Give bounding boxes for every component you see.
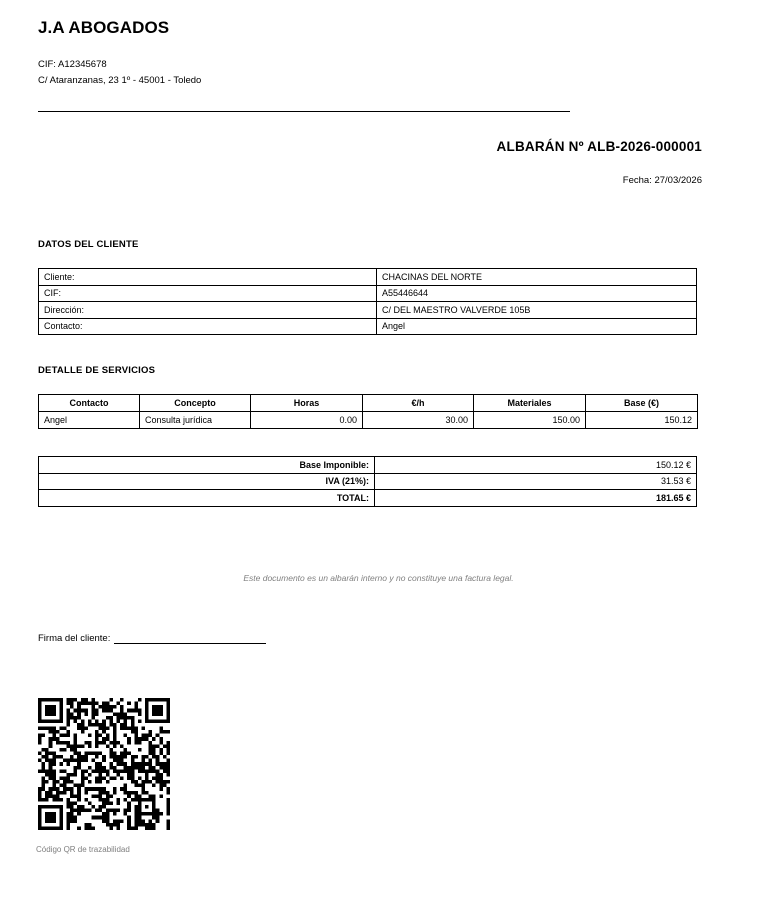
cell-horas: 0.00 xyxy=(251,412,363,429)
base-imponible-value: 150.12 € xyxy=(375,457,697,474)
client-field-value: A55446644 xyxy=(377,285,697,302)
column-header-concepto: Concepto xyxy=(140,395,251,412)
table-row xyxy=(39,412,698,429)
iva-label: IVA (21%): xyxy=(39,473,375,490)
table-row xyxy=(39,473,697,490)
signature-line xyxy=(114,632,266,644)
column-header-base: Base (€) xyxy=(586,395,698,412)
client-data-table xyxy=(38,268,697,335)
cell-base: 150.12 xyxy=(586,412,698,429)
base-imponible-label: Base Imponible: xyxy=(39,457,375,474)
company-name: J.A ABOGADOS xyxy=(38,18,170,37)
client-field-label: Contacto: xyxy=(39,318,377,335)
table-row xyxy=(39,457,697,474)
cell-contacto: Angel xyxy=(39,412,140,429)
signature-label: Firma del cliente: xyxy=(38,633,111,644)
table-row xyxy=(39,318,697,335)
cell-concepto: Consulta jurídica xyxy=(140,412,251,429)
company-address: C/ Ataranzanas, 23 1º - 45001 - Toledo xyxy=(38,75,202,86)
services-section-heading: DETALLE DE SERVICIOS xyxy=(38,365,156,376)
iva-value: 31.53 € xyxy=(375,473,697,490)
client-field-value: C/ DEL MAESTRO VALVERDE 105B xyxy=(377,302,697,319)
legal-disclaimer: Este documento es un albarán interno y no constituye una factura legal. xyxy=(243,573,514,583)
column-header-contacto: Contacto xyxy=(39,395,140,412)
cell-materiales: 150.00 xyxy=(474,412,586,429)
client-section-heading: DATOS DEL CLIENTE xyxy=(38,239,139,250)
document-title: ALBARÁN Nº ALB-2026-000001 xyxy=(496,139,702,154)
client-field-label: Dirección: xyxy=(39,302,377,319)
header-divider xyxy=(38,111,570,112)
client-field-value: CHACINAS DEL NORTE xyxy=(377,269,697,286)
column-header-horas: Horas xyxy=(251,395,363,412)
table-row xyxy=(39,269,697,286)
table-row xyxy=(39,490,697,507)
table-row xyxy=(39,285,697,302)
total-value: 181.65 € xyxy=(375,490,697,507)
totals-table xyxy=(38,456,697,507)
qr-caption: Código QR de trazabilidad xyxy=(36,845,130,854)
signature-area xyxy=(38,632,266,644)
qr-code-icon xyxy=(38,698,170,830)
column-header-materiales: Materiales xyxy=(474,395,586,412)
client-field-value: Angel xyxy=(377,318,697,335)
cell-precio-hora: 30.00 xyxy=(363,412,474,429)
company-cif: CIF: A12345678 xyxy=(38,59,107,70)
document-date: Fecha: 27/03/2026 xyxy=(622,175,702,186)
client-field-label: Cliente: xyxy=(39,269,377,286)
services-detail-table xyxy=(38,394,698,429)
table-row xyxy=(39,302,697,319)
total-label: TOTAL: xyxy=(39,490,375,507)
client-field-label: CIF: xyxy=(39,285,377,302)
table-header-row xyxy=(39,395,698,412)
column-header-precio-hora: €/h xyxy=(363,395,474,412)
